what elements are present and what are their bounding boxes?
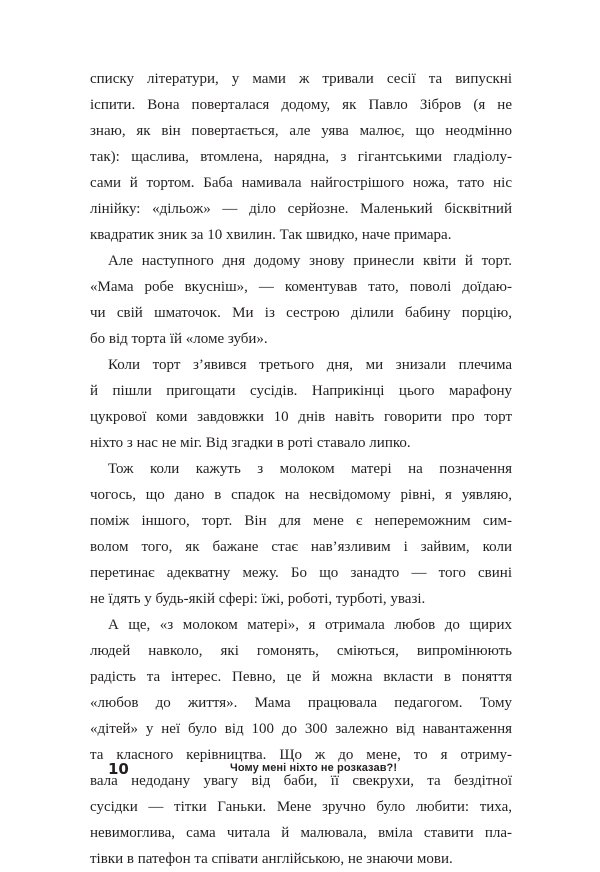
text-line: радість та інтерес. Певно, це й можна вкласти в поняття (90, 669, 512, 685)
paragraph-3 (90, 352, 512, 456)
page-body-text (90, 66, 512, 872)
paragraph-1 (90, 66, 512, 248)
text-line: людей навколо, які гомонять, сміються, випромінюють (90, 643, 512, 659)
text-line: «любов до життя». Мама працювала педагогом. Тому (90, 695, 512, 711)
page-footer (90, 760, 512, 780)
text-line: волом того, як бажане стає нав’язливим і зайвим, коли (90, 539, 512, 555)
text-line: сами й тортом. Баба намивала найгострішого ножа, тато ніс (90, 175, 512, 191)
text-line: знаю, як він повертається, але уява малює, що неодмінно (90, 123, 512, 139)
text-line: Коли торт з’явився третього дня, ми знизали плечима (108, 357, 512, 373)
page-number: 10 (108, 760, 129, 778)
text-line: вала недодану увагу від баби, її свекрухи, та бездітної (90, 773, 512, 789)
paragraph-2 (90, 248, 512, 352)
text-line: квадратик зник за 10 хвилин. Так швидко, наче примара. (90, 227, 452, 243)
paragraph-5 (90, 612, 512, 872)
text-line: ніхто з нас не міг. Від згадки в роті ставало липко. (90, 435, 411, 451)
paragraph-4 (90, 456, 512, 612)
running-title: Чому мені ніхто не розказав?! (230, 762, 398, 774)
text-line: «дітей» у неї було від 100 до 300 залежно від навантаження (90, 721, 512, 737)
text-line: «Мама робе вкусніш», — коментував тато, поволі доїдаю- (90, 279, 512, 295)
text-line: поміж іншого, торт. Він для мене є непереможним сим- (90, 513, 512, 529)
text-line: іспити. Вона поверталася додому, як Павло Зібров (я не (90, 97, 512, 113)
text-line: тівки в патефон та співати англійською, не знаючи мови. (90, 851, 453, 867)
text-line: чогось, що дано в спадок на несвідомому рівні, я уявляю, (90, 487, 512, 503)
text-line: не їдять у будь-якій сфері: їжі, роботі, турботі, увазі. (90, 591, 426, 607)
text-line: Але наступного дня додому знову принесли квіти й торт. (108, 253, 512, 269)
text-line: списку літератури, у мами ж тривали сесії та випускні (90, 71, 512, 87)
text-line: А ще, «з молоком матері», я отримала любов до щирих (108, 617, 512, 633)
text-line: Тож коли кажуть з молоком матері на позначення (108, 461, 512, 477)
text-line: перетинає адекватну межу. Бо що занадто — того свині (90, 565, 512, 581)
text-line: невимоглива, сама читала й малювала, вміла ставити пла- (90, 825, 512, 841)
text-line: лінійку: «дільож» — діло серйозне. Маленький бісквітний (90, 201, 512, 217)
text-line: сусідки — тітки Ганьки. Мене зручно було любити: тиха, (90, 799, 512, 815)
text-line: чи свій шматочок. Ми із сестрою ділили бабину порцію, (90, 305, 512, 321)
text-line: цукрової коми завдовжки 10 днів навіть говорити про торт (90, 409, 512, 425)
text-line: так): щаслива, втомлена, нарядна, з гігантськими гладіолу- (90, 149, 512, 165)
text-line: бо від торта їй «ломе зуби». (90, 331, 268, 347)
text-line: й пішли пригощати сусідів. Наприкінці цього марафону (90, 383, 512, 399)
text-line: та класного керівництва. Що ж до мене, то я отриму- (90, 747, 512, 763)
